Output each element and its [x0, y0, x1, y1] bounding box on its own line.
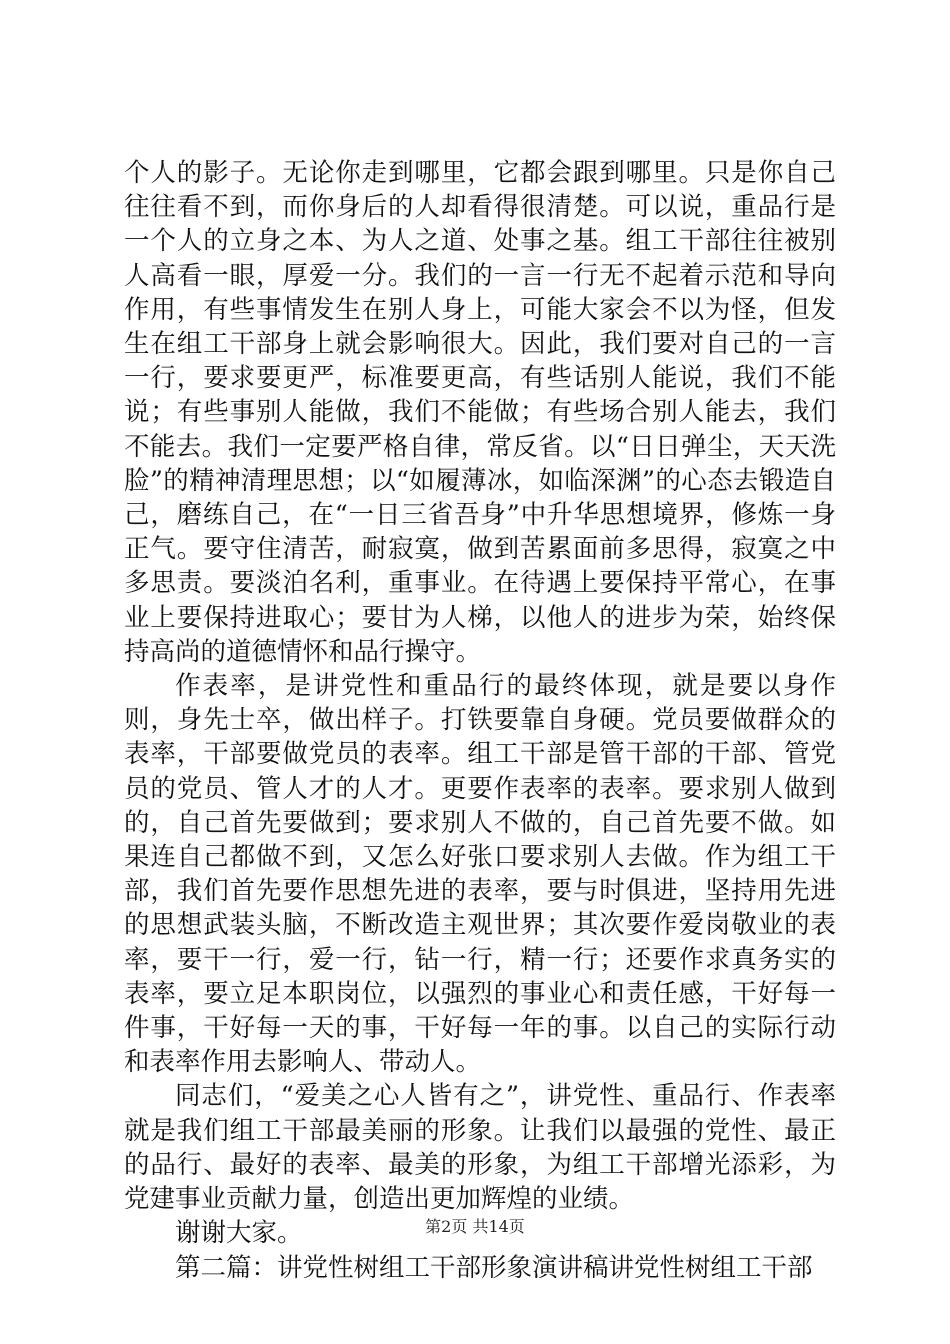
paragraph-second-article-title: 第二篇：讲党性树组工干部形象演讲稿讲党性树组工干部: [175, 1252, 813, 1283]
paragraph-continuation: 个人的影子。无论你走到哪里，它都会跟到哪里。只是你自己往往看不到，而你身后的人却看得很清楚。可以说，重品行是一个人的立身之本、为人之道、处事之基。组工干部往往被别人高看一眼，厚爱一分。我们的一言一行无不起着示范和导向作用，有些事情发生在别人身上，可能大家会不以为怪，但发生在组工干部身上就会影响很大。因此，我们要对自己的一言一行，要求要更严，标准要更高，有些话别人能说，我们不能说；有些事别人能做，我们不能做；有些场合别人能去，我们不能去。我们一定要严格自律，常反省。以“日日弹尘，天天洗脸”的精神清理思想；以“如履薄冰，如临深渊”的心态去锻造自己，磨练自己，在“一日三省吾身”中升华思想境界，修炼一身正气。要守住清苦，耐寂寞，做到苦累面前多思得，寂寞之中多思责。要淡泊名利，重事业。在待遇上要保持平常心，在事业上要保持进取心；要甘为人梯，以他人的进步为荣，始终保持高尚的道德情怀和品行操守。: [124, 158, 836, 667]
document-body: [124, 156, 836, 1285]
page-number-footer: 第2页 共14页: [425, 1217, 525, 1236]
paragraph-conclusion: 同志们，“爱美之心人皆有之”，讲党性、重品行、作表率就是我们组工干部最美丽的形象。让我们以最强的党性、最正的品行、最好的表率、最美的形象，为组工干部增光添彩，为党建事业贡献力量，创造出更加辉煌的业绩。: [124, 1081, 836, 1215]
paragraph-lead-by-example: 作表率，是讲党性和重品行的最终体现，就是要以身作则，身先士卒，做出样子。打铁要靠自身硬。党员要做群众的表率，干部要做党员的表率。组工干部是管干部的干部、管党员的党员、管人才的人才。更要作表率的表率。要求别人做到的，自己首先要做到；要求别人不做的，自己首先要不做。如果连自己都做不到，又怎么好张口要求别人去做。作为组工干部，我们首先要作思想先进的表率，要与时俱进，坚持用先进的思想武装头脑，不断改造主观世界；其次要作爱岗敬业的表率，要干一行，爱一行，钻一行，精一行；还要作求真务实的表率，要立足本职岗位，以强烈的事业心和责任感，干好每一件事，干好每一天的事，干好每一年的事。以自己的实际行动和表率作用去影响人、带动人。: [124, 671, 836, 1078]
paragraph-thanks: 谢谢大家。: [175, 1218, 303, 1249]
